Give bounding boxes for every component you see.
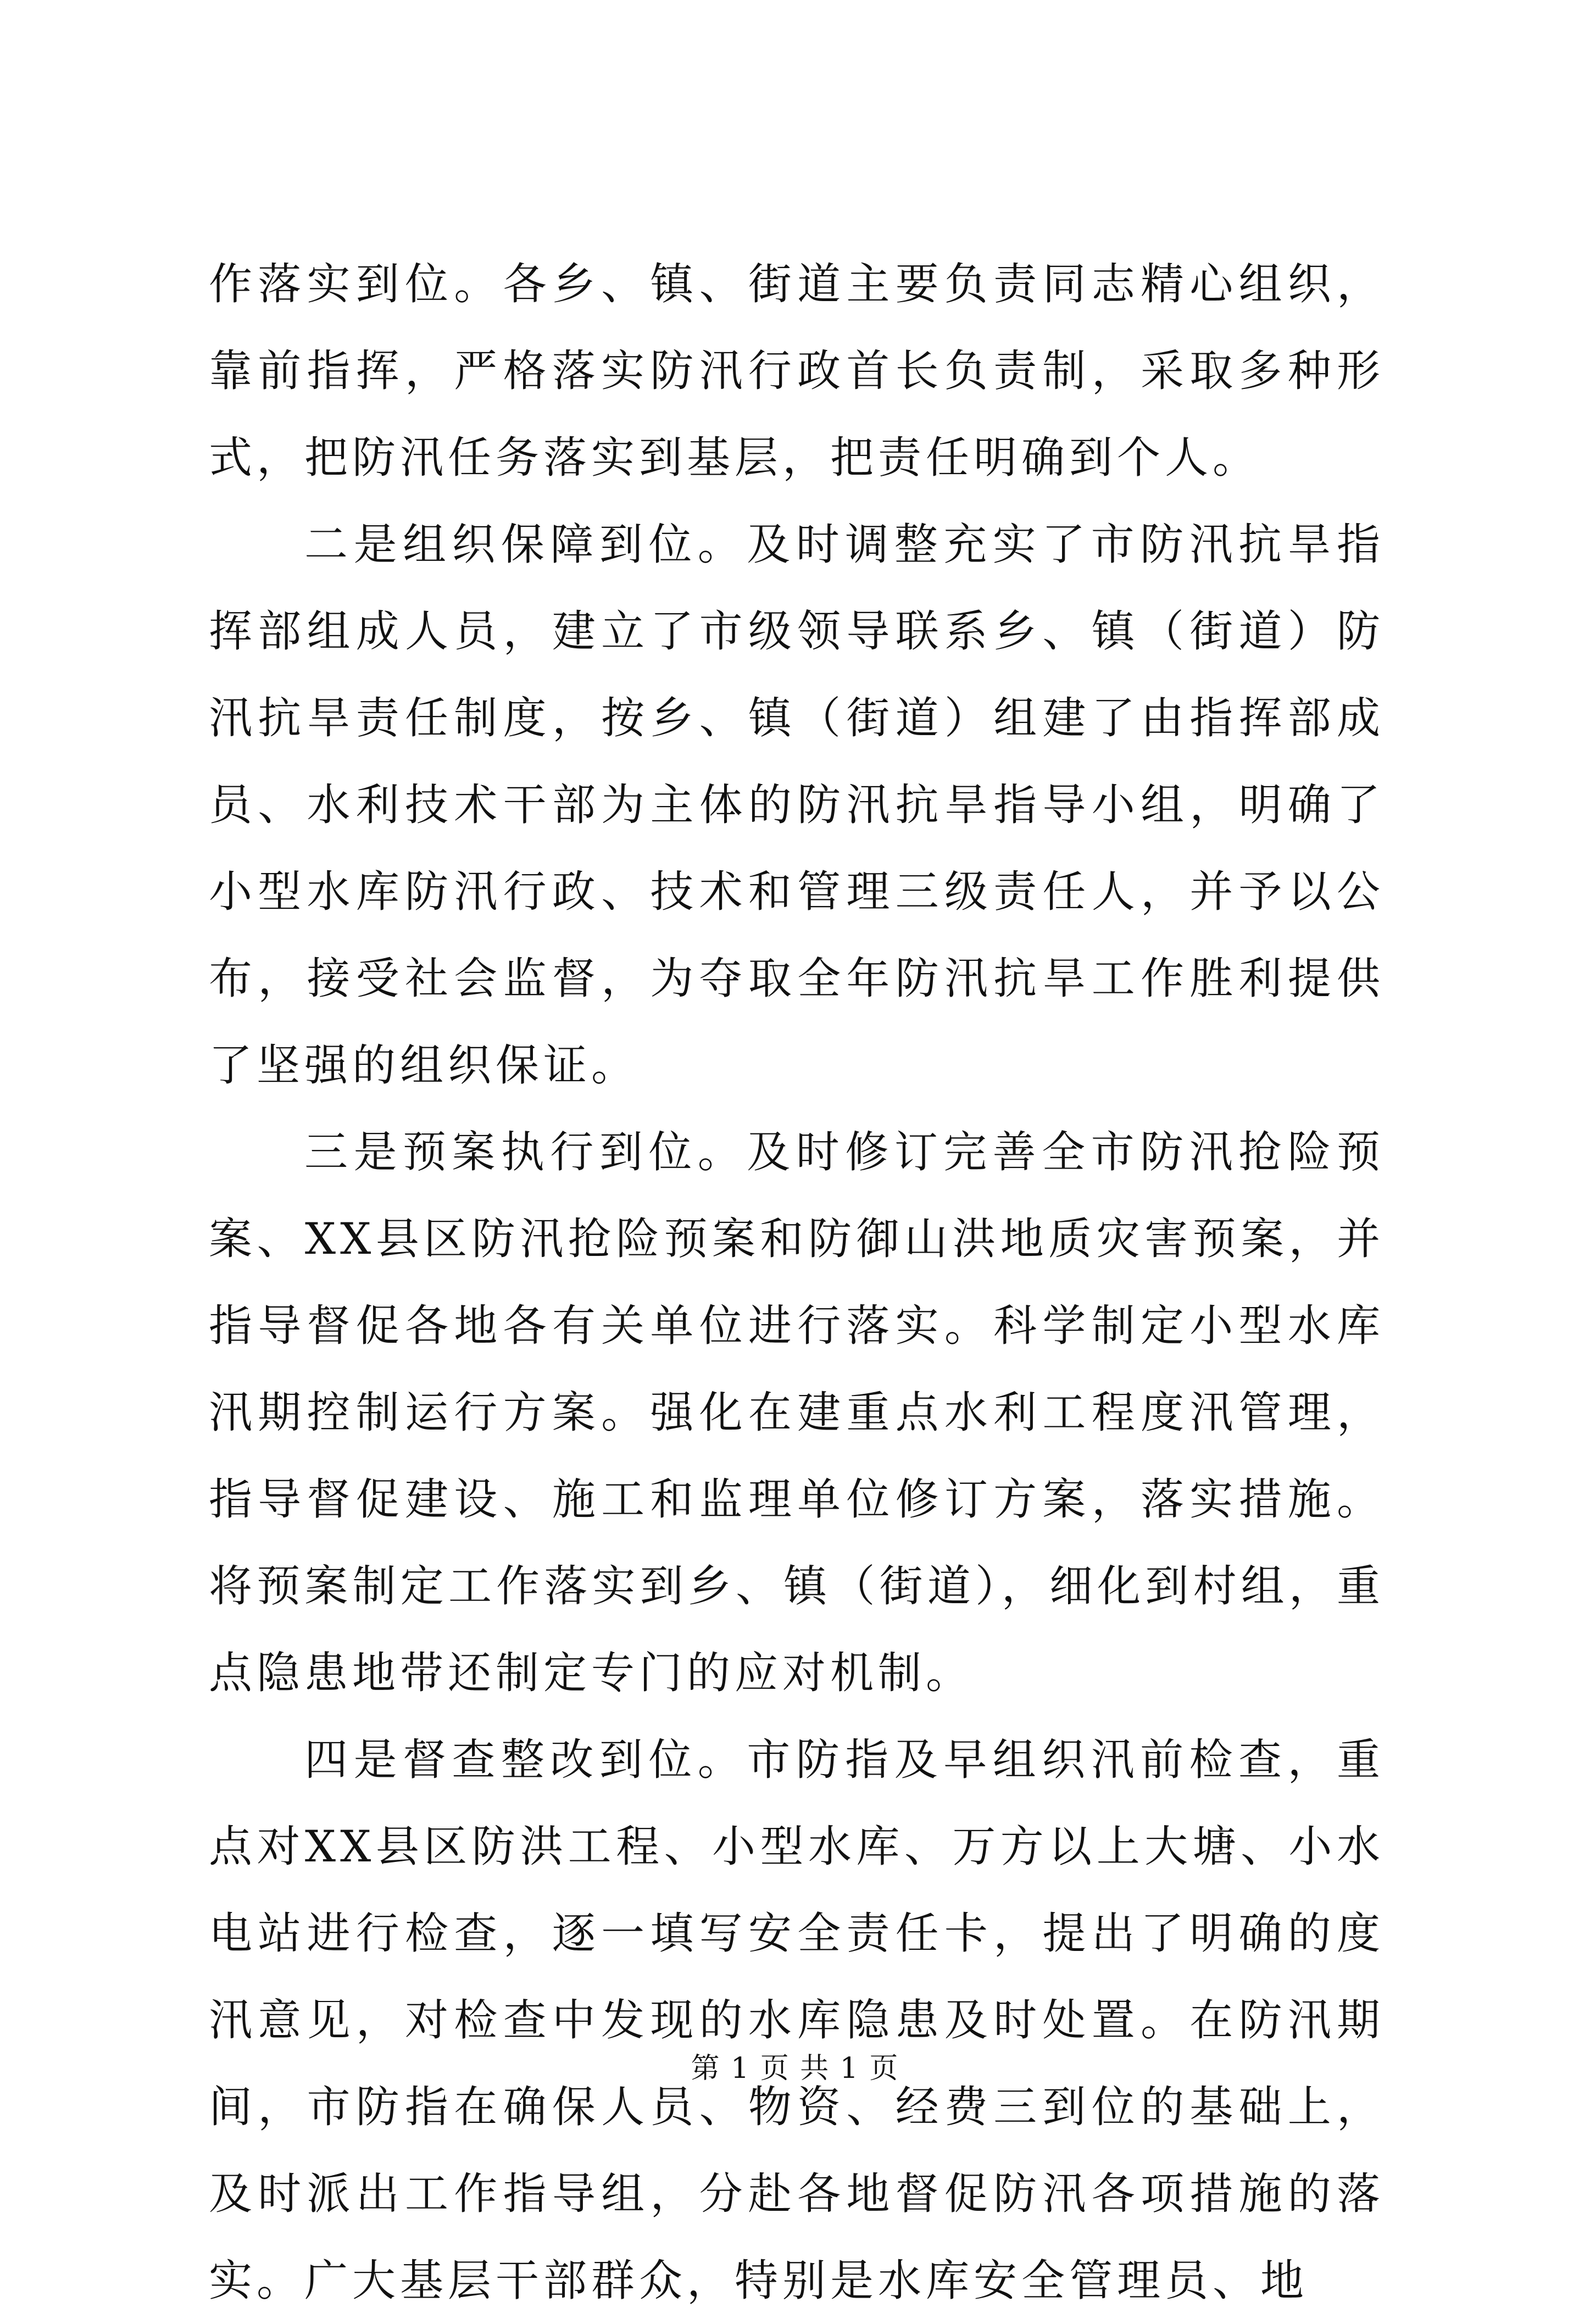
page-footer: 第 1 页 共 1 页 [691, 2052, 899, 2085]
paragraph-inspection-rectification: 四是督查整改到位。市防指及早组织汛前检查，重点对XX县区防洪工程、小型水库、万方以上大塘、小水电站进行检查，逐一填写安全责任卡，提出了明确的度汛意见，对检查中发现的水库隐患及时处置。在防汛期间，市防指在确保人员、物资、经费三到位的基础上，及时派出工作指导组，分赴各地督促防汛各项措施的落实。广大基层干部群众，特别是水库安全管理员、地 [209, 1734, 1385, 2306]
paragraph-organization-guarantee: 二是组织保障到位。及时调整充实了市防汛抗旱指挥部组成人员，建立了市级领导联系乡、镇（街道）防汛抗旱责任制度，按乡、镇（街道）组建了由指挥部成员、水利技术干部为主体的防汛抗旱指导小组，明确了小型水库防汛行政、技术和管理三级责任人，并予以公布，接受社会监督，为夺取全年防汛抗旱工作胜利提供了坚强的组织保证。 [209, 519, 1385, 1091]
paragraph-plan-execution: 三是预案执行到位。及时修订完善全市防汛抢险预案、XX县区防汛抢险预案和防御山洪地质灾害预案，并指导督促各地各有关单位进行落实。科学制定小型水库汛期控制运行方案。强化在建重点水利工程度汛管理，指导督促建设、施工和监理单位修订方案，落实措施。将预案制定工作落实到乡、镇（街道），细化到村组，重点隐患地带还制定专门的应对机制。 [209, 1127, 1385, 1698]
paragraph-continuation: 作落实到位。各乡、镇、街道主要负责同志精心组织，靠前指挥，严格落实防汛行政首长负责制，采取多种形式，把防汛任务落实到基层，把责任明确到个人。 [209, 259, 1385, 483]
document-body [209, 241, 1385, 2324]
